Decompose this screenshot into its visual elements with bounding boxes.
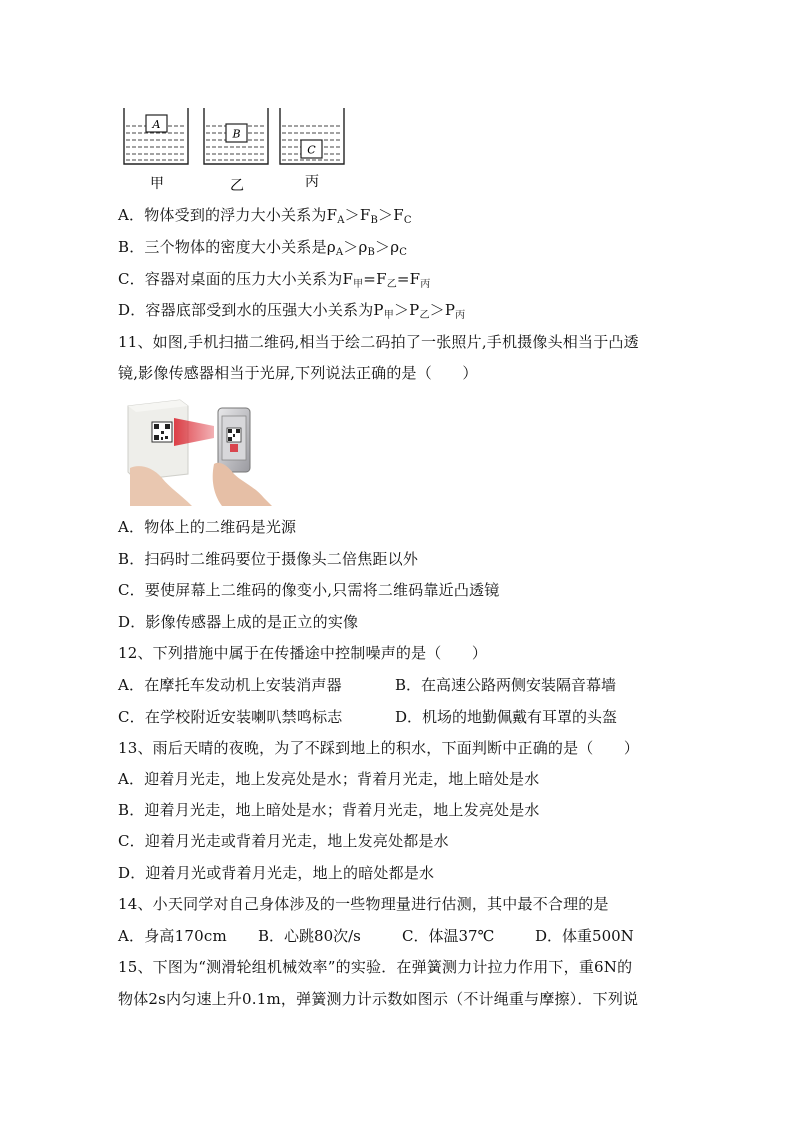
container-jia (124, 108, 188, 164)
caption-yi: 乙 (230, 178, 244, 194)
q12-option-b: B．在高速公路两侧安装隔音幕墙 (395, 676, 617, 694)
q14-option-c: C．体温37℃ (402, 927, 495, 945)
caption-jia: 甲 (150, 176, 164, 192)
q11-option-a: A．物体上的二维码是光源 (118, 518, 297, 536)
q15-stem-line1: 15、下图为“测滑轮组机械效率”的实验．在弹簧测力计拉力作用下，重6N的 (118, 958, 633, 976)
q10-option-a: A．物体受到的浮力大小关系为$F_A>F_B>F_C$ (118, 206, 412, 226)
q10-option-c: C．容器对桌面的压力大小关系为$F_甲=F_乙=F_丙$ (118, 270, 431, 290)
container-bing (280, 108, 344, 164)
phone-icon (218, 408, 250, 472)
q11-option-b: B．扫码时二维码要位于摄像头二倍焦距以外 (118, 550, 419, 568)
q13-option-b: B．迎着月光走，地上暗处是水；背着月光走，地上发亮处是水 (118, 801, 540, 819)
qr-scan-figure (122, 394, 272, 506)
container-yi (204, 108, 268, 164)
q11-stem-line2: 镜,影像传感器相当于光屏,下列说法正确的是（ ） (118, 364, 478, 382)
q14-option-a: A．身高170cm (118, 927, 227, 945)
q13-option-a: A．迎着月光走，地上发亮处是水；背着月光走，地上暗处是水 (118, 770, 540, 788)
q10-option-b: B．三个物体的密度大小关系是$\rho_A>\rho_B>\rho_C$ (118, 238, 408, 258)
block-label-b: B (232, 127, 241, 141)
block-label-c: C (307, 143, 316, 157)
block-label-a: A (152, 118, 161, 131)
q15-stem-line2: 物体2s内匀速上升0.1m，弹簧测力计示数如图示（不计绳重与摩擦）．下列说 (118, 990, 639, 1008)
caption-bing: 丙 (305, 174, 319, 190)
q14-stem: 14、小天同学对自己身体涉及的一些物理量进行估测，其中最不合理的是 (118, 895, 609, 913)
q12-option-c: C．在学校附近安装喇叭禁鸣标志 (118, 708, 343, 726)
q11-stem-line1: 11、如图,手机扫描二维码,相当于绘二码拍了一张照片,手机摄像头相当于凸透 (118, 333, 639, 351)
q12-option-a: A．在摩托车发动机上安装消声器 (118, 676, 342, 694)
q10-option-d: D．容器底部受到水的压强大小关系为$P_甲>P_乙>P_丙$ (118, 301, 466, 321)
q13-option-c: C．迎着月光走或背着月光走，地上发亮处都是水 (118, 832, 449, 850)
q12-stem: 12、下列措施中属于在传播途中控制噪声的是（ ） (118, 644, 488, 662)
qr-code-icon (152, 422, 172, 442)
q14-option-d: D．体重500N (535, 927, 634, 945)
containers-figure (118, 104, 358, 196)
q14-option-b: B．心跳80次/s (258, 927, 361, 945)
q13-option-d: D．迎着月光或背着月光走，地上的暗处都是水 (118, 864, 435, 882)
q11-option-d: D．影像传感器上成的是正立的实像 (118, 613, 359, 631)
q13-stem: 13、雨后天晴的夜晚，为了不踩到地上的积水，下面判断中正确的是（ ） (118, 739, 640, 757)
q12-option-d: D．机场的地勤佩戴有耳罩的头盔 (395, 708, 618, 726)
q11-option-c: C．要使屏幕上二维码的像变小,只需将二维码靠近凸透镜 (118, 581, 500, 599)
